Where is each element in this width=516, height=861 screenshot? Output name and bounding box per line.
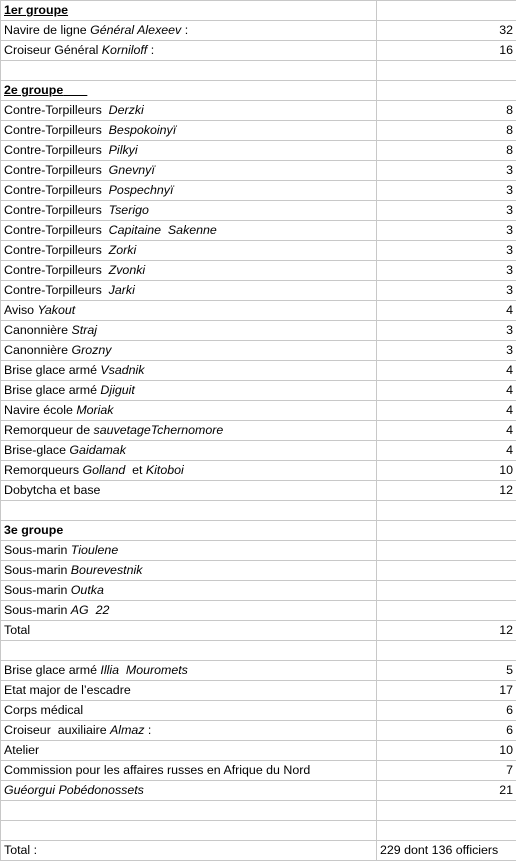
- label-cell[interactable]: [1, 281, 377, 301]
- label-cell[interactable]: [1, 581, 377, 601]
- table-row: [1, 841, 516, 861]
- crew-count: 12: [499, 483, 513, 497]
- label-cell[interactable]: [1, 261, 377, 281]
- table-row: [1, 321, 516, 341]
- table-row: [1, 401, 516, 421]
- row-label-text: Contre-Torpilleurs: [4, 283, 109, 297]
- value-cell[interactable]: [377, 721, 516, 741]
- label-cell[interactable]: [1, 241, 377, 261]
- vessel-name: Capitaine Sakenne: [108, 223, 217, 237]
- table-row: [1, 121, 516, 141]
- crew-count: 3: [506, 203, 513, 217]
- table-row: [1, 661, 516, 681]
- crew-count: 3: [506, 263, 513, 277]
- label-cell[interactable]: [1, 381, 377, 401]
- crew-count: 5: [506, 663, 513, 677]
- crew-count: 4: [506, 403, 513, 417]
- crew-count: 21: [499, 783, 513, 797]
- vessel-name: Derzki: [108, 103, 144, 117]
- table-row: [1, 601, 516, 621]
- row-label-text: Brise glace armé: [4, 363, 101, 377]
- row-label-text: Remorqueurs: [4, 463, 83, 477]
- label-cell[interactable]: [1, 321, 377, 341]
- label-cell[interactable]: [1, 561, 377, 581]
- vessel-name: Tioulene: [70, 543, 119, 557]
- table-row: [1, 241, 516, 261]
- value-cell[interactable]: [377, 841, 516, 861]
- group-title-underline-trail: [63, 83, 87, 97]
- table-row: [1, 721, 516, 741]
- row-label-text: Brise glace armé: [4, 383, 101, 397]
- value-cell[interactable]: [377, 321, 516, 341]
- value-cell[interactable]: [377, 441, 516, 461]
- row-label-text: Contre-Torpilleurs: [4, 163, 109, 177]
- crew-count: 8: [506, 143, 513, 157]
- label-cell[interactable]: [1, 621, 377, 641]
- row-label-text: Brise-glace: [4, 443, 70, 457]
- label-cell[interactable]: [1, 441, 377, 461]
- row-label-text: Commission pour les affaires russes en Afrique du Nord: [4, 763, 311, 777]
- row-label-text: Canonnière: [4, 343, 72, 357]
- vessel-name: Bourevestnik: [70, 563, 143, 577]
- label-cell[interactable]: [1, 1, 377, 21]
- table-row: [1, 281, 516, 301]
- row-label-text: Contre-Torpilleurs: [4, 263, 109, 277]
- table-row: [1, 481, 516, 501]
- table-row: [1, 141, 516, 161]
- row-label-text: Sous-marin: [4, 583, 71, 597]
- label-cell[interactable]: [1, 781, 377, 801]
- row-label-text: Navire école: [4, 403, 77, 417]
- row-label-text: Contre-Torpilleurs: [4, 143, 109, 157]
- table-row: [1, 741, 516, 761]
- value-cell[interactable]: [377, 201, 516, 221]
- crew-count: 4: [506, 443, 513, 457]
- table-row: [1, 421, 516, 441]
- table-row: [1, 761, 516, 781]
- table-row: [1, 561, 516, 581]
- vessel-name: Zvonki: [108, 263, 146, 277]
- row-label-text: Contre-Torpilleurs: [4, 123, 109, 137]
- vessel-name: Pospechnyï: [108, 183, 174, 197]
- vessel-name: Kitoboi: [145, 463, 184, 477]
- crew-count: 10: [499, 463, 513, 477]
- table-row: [1, 341, 516, 361]
- table-row: [1, 621, 516, 641]
- table-row: [1, 541, 516, 561]
- row-label-text: :: [147, 43, 155, 57]
- label-cell[interactable]: [1, 521, 377, 541]
- value-cell[interactable]: [377, 241, 516, 261]
- row-label-text: Sous-marin: [4, 603, 71, 617]
- label-cell[interactable]: [1, 361, 377, 381]
- value-cell[interactable]: [377, 401, 516, 421]
- crew-count: 32: [499, 23, 513, 37]
- row-label-text: Corps médical: [4, 703, 84, 717]
- value-cell[interactable]: [377, 821, 516, 841]
- vessel-name: Pobédonossets: [58, 783, 144, 797]
- row-label-text: Aviso: [4, 303, 38, 317]
- crew-count: 4: [506, 383, 513, 397]
- value-cell[interactable]: [377, 81, 516, 101]
- label-cell[interactable]: [1, 761, 377, 781]
- label-cell[interactable]: [1, 121, 377, 141]
- value-cell[interactable]: [377, 481, 516, 501]
- table-row: [1, 461, 516, 481]
- label-cell[interactable]: [1, 341, 377, 361]
- row-label-text: Contre-Torpilleurs: [4, 243, 109, 257]
- row-label-text: Contre-Torpilleurs: [4, 103, 109, 117]
- table-row: [1, 781, 516, 801]
- label-cell[interactable]: [1, 641, 377, 661]
- label-cell[interactable]: [1, 661, 377, 681]
- vessel-name: Illia Mouromets: [100, 663, 188, 677]
- crew-count: 4: [506, 363, 513, 377]
- label-cell[interactable]: [1, 181, 377, 201]
- value-cell[interactable]: [377, 101, 516, 121]
- group-title: 3e groupe: [4, 523, 64, 537]
- value-cell[interactable]: [377, 681, 516, 701]
- crew-count: 7: [506, 763, 513, 777]
- label-cell[interactable]: [1, 201, 377, 221]
- table-row: [1, 221, 516, 241]
- crew-count: 3: [506, 243, 513, 257]
- blank-row: [1, 641, 516, 661]
- table-row: [1, 101, 516, 121]
- label-cell[interactable]: [1, 101, 377, 121]
- crew-count: 4: [506, 423, 513, 437]
- crew-count: 3: [506, 223, 513, 237]
- value-cell[interactable]: [377, 301, 516, 321]
- crew-count: 12: [499, 623, 513, 637]
- group-title: 2e groupe: [4, 83, 64, 97]
- label-cell[interactable]: [1, 401, 377, 421]
- row-label-text: Navire de ligne: [4, 23, 91, 37]
- table-row: [1, 441, 516, 461]
- label-cell[interactable]: [1, 721, 377, 741]
- value-cell[interactable]: [377, 381, 516, 401]
- value-cell[interactable]: [377, 141, 516, 161]
- label-cell[interactable]: [1, 161, 377, 181]
- vessel-name: Zorki: [108, 243, 137, 257]
- vessel-name: Tserigo: [108, 203, 149, 217]
- value-cell[interactable]: [377, 161, 516, 181]
- row-label-text: Total :: [4, 843, 38, 857]
- value-cell[interactable]: [377, 581, 516, 601]
- blank-row: [1, 61, 516, 81]
- table-row: [1, 361, 516, 381]
- label-cell[interactable]: [1, 821, 377, 841]
- row-label-text: Sous-marin: [4, 563, 71, 577]
- table-row: [1, 261, 516, 281]
- row-label-text: Atelier: [4, 743, 40, 757]
- table-row: [1, 21, 516, 41]
- label-cell[interactable]: [1, 421, 377, 441]
- row-label-text: Dobytcha et base: [4, 483, 101, 497]
- value-cell[interactable]: [377, 1, 516, 21]
- row-label-text: :: [181, 23, 189, 37]
- value-cell[interactable]: [377, 701, 516, 721]
- row-label-text: Canonnière: [4, 323, 72, 337]
- table-row: [1, 381, 516, 401]
- value-cell[interactable]: [377, 501, 516, 521]
- crew-count: 3: [506, 163, 513, 177]
- row-label-text: Contre-Torpilleurs: [4, 183, 109, 197]
- row-label-text: Contre-Torpilleurs: [4, 203, 109, 217]
- label-cell[interactable]: [1, 841, 377, 861]
- value-cell[interactable]: [377, 121, 516, 141]
- crew-count: 8: [506, 123, 513, 137]
- vessel-name: Général Alexeev: [90, 23, 182, 37]
- value-cell[interactable]: [377, 281, 516, 301]
- value-cell[interactable]: [377, 541, 516, 561]
- value-cell[interactable]: [377, 361, 516, 381]
- label-cell[interactable]: [1, 81, 377, 101]
- table-row: [1, 301, 516, 321]
- label-cell[interactable]: [1, 141, 377, 161]
- vessel-name: Guéorgui: [4, 783, 55, 797]
- crew-count: 8: [506, 103, 513, 117]
- label-cell[interactable]: [1, 41, 377, 61]
- vessel-name: Korniloff: [101, 43, 148, 57]
- vessel-name: Grozny: [71, 343, 112, 357]
- vessel-name: Moriak: [76, 403, 114, 417]
- vessel-name: Jarki: [108, 283, 135, 297]
- value-cell[interactable]: [377, 561, 516, 581]
- row-label-text: et: [125, 463, 146, 477]
- crew-count: 6: [506, 703, 513, 717]
- vessel-name: Gaidamak: [69, 443, 126, 457]
- value-cell[interactable]: [377, 601, 516, 621]
- row-label-text: Total: [4, 623, 31, 637]
- row-label-text: Contre-Torpilleurs: [4, 223, 109, 237]
- row-label-text: Etat major de l’escadre: [4, 683, 131, 697]
- blank-row: [1, 801, 516, 821]
- row-label-text: Sous-marin: [4, 543, 71, 557]
- value-cell[interactable]: [377, 341, 516, 361]
- value-cell[interactable]: [377, 761, 516, 781]
- row-label-text: Brise glace armé: [4, 663, 101, 677]
- value-cell[interactable]: [377, 801, 516, 821]
- value-cell[interactable]: [377, 221, 516, 241]
- label-cell[interactable]: [1, 601, 377, 621]
- crew-count: 3: [506, 343, 513, 357]
- crew-count: 6: [506, 723, 513, 737]
- label-cell[interactable]: [1, 501, 377, 521]
- value-cell[interactable]: [377, 661, 516, 681]
- value-cell[interactable]: [377, 421, 516, 441]
- value-cell[interactable]: [377, 741, 516, 761]
- vessel-name: Yakout: [37, 303, 76, 317]
- crew-count: 3: [506, 183, 513, 197]
- group-header-row: [1, 1, 516, 21]
- label-cell[interactable]: [1, 541, 377, 561]
- crew-count: 17: [499, 683, 513, 697]
- value-cell[interactable]: [377, 461, 516, 481]
- crew-count: 3: [506, 323, 513, 337]
- label-cell[interactable]: [1, 61, 377, 81]
- blank-row: [1, 501, 516, 521]
- label-cell[interactable]: [1, 801, 377, 821]
- row-label-text: :: [144, 723, 152, 737]
- vessel-name: Straj: [71, 323, 97, 337]
- vessel-name: Pilkyi: [108, 143, 138, 157]
- value-cell[interactable]: [377, 521, 516, 541]
- table-row: [1, 701, 516, 721]
- value-cell[interactable]: [377, 641, 516, 661]
- vessel-name: Vsadnik: [100, 363, 145, 377]
- vessel-name: Bespokoinyï: [108, 123, 177, 137]
- group-header-row: [1, 521, 516, 541]
- crew-table-body: [1, 1, 516, 861]
- group-header-row: [1, 81, 516, 101]
- value-cell[interactable]: [377, 61, 516, 81]
- label-cell[interactable]: [1, 301, 377, 321]
- group-title: 1er groupe: [4, 3, 69, 17]
- crew-count: 16: [499, 43, 513, 57]
- crew-count: 4: [506, 303, 513, 317]
- table-row: [1, 41, 516, 61]
- label-cell[interactable]: [1, 461, 377, 481]
- vessel-name: sauvetageTchernomore: [93, 423, 224, 437]
- label-cell[interactable]: [1, 481, 377, 501]
- value-cell[interactable]: [377, 181, 516, 201]
- label-cell[interactable]: [1, 21, 377, 41]
- label-cell[interactable]: [1, 221, 377, 241]
- vessel-name: Djiguit: [100, 383, 135, 397]
- vessel-name: AG 22: [70, 603, 110, 617]
- value-cell[interactable]: [377, 21, 516, 41]
- table-row: [1, 161, 516, 181]
- value-cell[interactable]: [377, 781, 516, 801]
- label-cell[interactable]: [1, 741, 377, 761]
- row-label-text: Croiseur Général: [4, 43, 102, 57]
- vessel-name: Golland: [82, 463, 126, 477]
- crew-count: 229 dont 136 officiers: [380, 843, 499, 857]
- vessel-name: Outka: [70, 583, 104, 597]
- table-row: [1, 201, 516, 221]
- value-cell[interactable]: [377, 261, 516, 281]
- row-label-text: Croiseur auxiliaire: [4, 723, 111, 737]
- label-cell[interactable]: [1, 681, 377, 701]
- vessel-name: Gnevnyï: [108, 163, 155, 177]
- blank-row: [1, 821, 516, 841]
- value-cell[interactable]: [377, 41, 516, 61]
- label-cell[interactable]: [1, 701, 377, 721]
- crew-count: 3: [506, 283, 513, 297]
- row-label-text: Remorqueur de: [4, 423, 94, 437]
- table-row: [1, 581, 516, 601]
- table-row: [1, 181, 516, 201]
- table-row: [1, 681, 516, 701]
- value-cell[interactable]: [377, 621, 516, 641]
- vessel-name: Almaz: [110, 723, 145, 737]
- crew-count: 10: [499, 743, 513, 757]
